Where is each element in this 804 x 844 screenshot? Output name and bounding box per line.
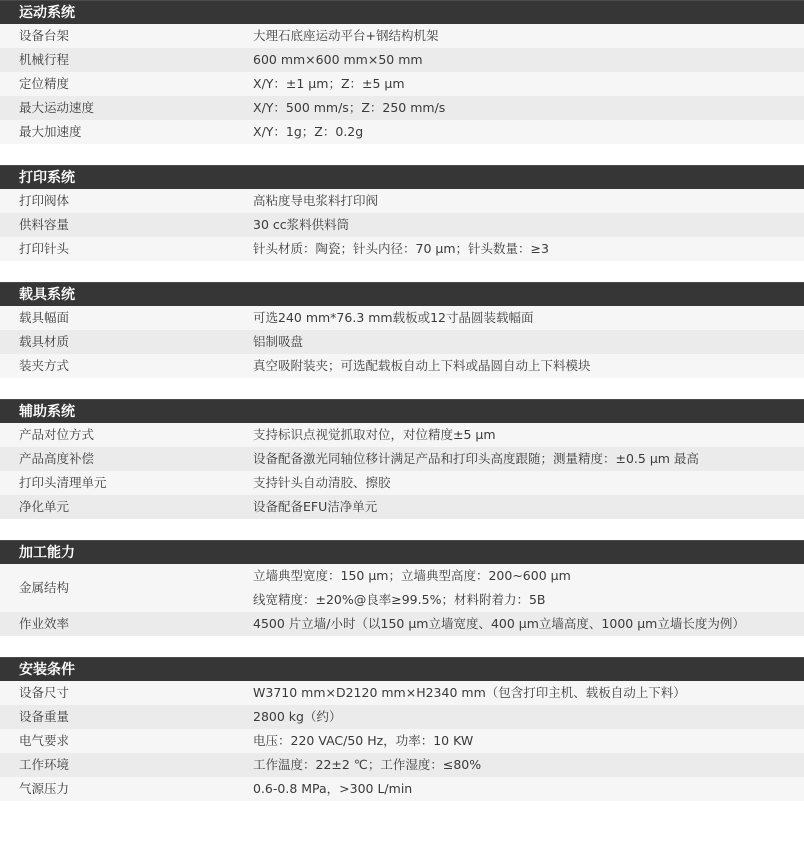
spec-value-line: X/Y：500 mm/s；Z：250 mm/s (253, 100, 446, 115)
spec-value (253, 189, 804, 213)
spec-row (0, 96, 804, 120)
spec-value (253, 423, 804, 447)
spec-row (0, 306, 804, 330)
spec-row (0, 48, 804, 72)
spec-value (253, 681, 804, 705)
section-title: 安装条件 (0, 657, 804, 681)
spec-row (0, 447, 804, 471)
spec-section (0, 399, 804, 519)
spec-row (0, 423, 804, 447)
section-title: 辅助系统 (0, 399, 804, 423)
spec-label: 载具材质 (19, 334, 70, 349)
spec-value (253, 705, 804, 729)
spec-value (253, 306, 804, 330)
spec-value-line: 30 cc浆料供料筒 (253, 217, 350, 232)
spec-value-line: 2800 kg（约） (253, 709, 342, 724)
section-title: 载具系统 (0, 282, 804, 306)
spec-label: 设备尺寸 (19, 685, 70, 700)
section-title: 打印系统 (0, 165, 804, 189)
spec-label: 气源压力 (19, 781, 70, 796)
spec-value (253, 729, 804, 753)
spec-value (253, 72, 804, 96)
spec-value-line: 铝制吸盘 (253, 334, 304, 349)
spec-value-line: 真空吸附装夹；可选配载板自动上下料或晶圆自动上下料模块 (253, 358, 591, 373)
spec-row (0, 612, 804, 636)
spec-value (253, 495, 804, 519)
spec-label: 打印针头 (19, 241, 70, 256)
section-title: 运动系统 (0, 0, 804, 24)
spec-value-line: 可选240 mm*76.3 mm载板或12寸晶圆装载幅面 (253, 310, 534, 325)
spec-label: 定位精度 (19, 76, 70, 91)
spec-row (0, 120, 804, 144)
spec-value-line: W3710 mm×D2120 mm×H2340 mm（包含打印主机、载板自动上下料） (253, 685, 686, 700)
spec-row (0, 471, 804, 495)
spec-value-line: 立墙典型宽度：150 μm；立墙典型高度：200~600 μm (253, 568, 571, 583)
spec-label: 产品对位方式 (19, 427, 95, 442)
section-title: 加工能力 (0, 540, 804, 564)
spec-row (0, 777, 804, 801)
spec-value-line: X/Y：1g；Z：0.2g (253, 124, 364, 139)
spec-value (253, 24, 804, 48)
spec-label: 装夹方式 (19, 358, 70, 373)
spec-label: 最大运动速度 (19, 100, 95, 115)
spec-row (0, 753, 804, 777)
spec-value (253, 471, 804, 495)
spec-label: 产品高度补偿 (19, 451, 95, 466)
spec-value (253, 120, 804, 144)
spec-row (0, 24, 804, 48)
spec-section (0, 540, 804, 636)
spec-label: 打印头清理单元 (19, 475, 107, 490)
spec-value-line: 0.6-0.8 MPa，>300 L/min (253, 781, 413, 796)
spec-label: 作业效率 (19, 616, 70, 631)
spec-value-line: 4500 片立墙/小时（以150 μm立墙宽度、400 μm立墙高度、1000 μm立墙长度为例） (253, 616, 745, 631)
spec-label: 电气要求 (19, 733, 70, 748)
spec-value (253, 330, 804, 354)
spec-value-line: 600 mm×600 mm×50 mm (253, 52, 423, 67)
spec-label: 设备重量 (19, 709, 70, 724)
spec-section (0, 657, 804, 801)
spec-value (253, 354, 804, 378)
spec-value-line: 电压：220 VAC/50 Hz，功率：10 KW (253, 733, 474, 748)
spec-value (253, 612, 804, 636)
spec-section (0, 282, 804, 378)
spec-value-line: 高粘度导电浆料打印阀 (253, 193, 379, 208)
spec-label: 工作环境 (19, 757, 70, 772)
spec-row (0, 495, 804, 519)
spec-row (0, 237, 804, 261)
spec-row (0, 330, 804, 354)
spec-value-line: 针头材质：陶瓷；针头内径：70 μm；针头数量：≥3 (253, 241, 549, 256)
spec-label: 设备台架 (19, 28, 70, 43)
spec-row (0, 213, 804, 237)
spec-value-line: 支持针头自动清胶、擦胶 (253, 475, 391, 490)
spec-row (0, 705, 804, 729)
spec-value-line: X/Y：±1 μm；Z：±5 μm (253, 76, 405, 91)
spec-value-line: 支持标识点视觉抓取对位，对位精度±5 μm (253, 427, 496, 442)
spec-row (0, 354, 804, 378)
spec-value (253, 48, 804, 72)
spec-value (253, 564, 804, 612)
spec-value-line: 设备配备EFU洁净单元 (253, 499, 378, 514)
spec-row (0, 564, 804, 612)
spec-row (0, 72, 804, 96)
spec-value-line: 大理石底座运动平台+钢结构机架 (253, 28, 439, 43)
spec-value (253, 777, 804, 801)
spec-section (0, 0, 804, 144)
spec-value-line: 工作温度：22±2 ℃；工作湿度：≤80% (253, 757, 482, 772)
spec-row (0, 681, 804, 705)
spec-row (0, 189, 804, 213)
spec-label: 金属结构 (19, 580, 70, 595)
spec-label: 最大加速度 (19, 124, 82, 139)
spec-label: 供料容量 (19, 217, 70, 232)
spec-value-line: 线宽精度：±20%@良率≥99.5%；材料附着力：5B (253, 592, 546, 607)
spec-value (253, 213, 804, 237)
spec-value-line: 设备配备激光同轴位移计满足产品和打印头高度跟随；测量精度：±0.5 μm 最高 (253, 451, 699, 466)
spec-label: 机械行程 (19, 52, 70, 67)
spec-label: 净化单元 (19, 499, 70, 514)
spec-value (253, 237, 804, 261)
spec-row (0, 729, 804, 753)
spec-value (253, 753, 804, 777)
spec-label: 打印阀体 (19, 193, 70, 208)
spec-value (253, 96, 804, 120)
spec-section (0, 165, 804, 261)
spec-value (253, 447, 804, 471)
spec-label: 载具幅面 (19, 310, 70, 325)
